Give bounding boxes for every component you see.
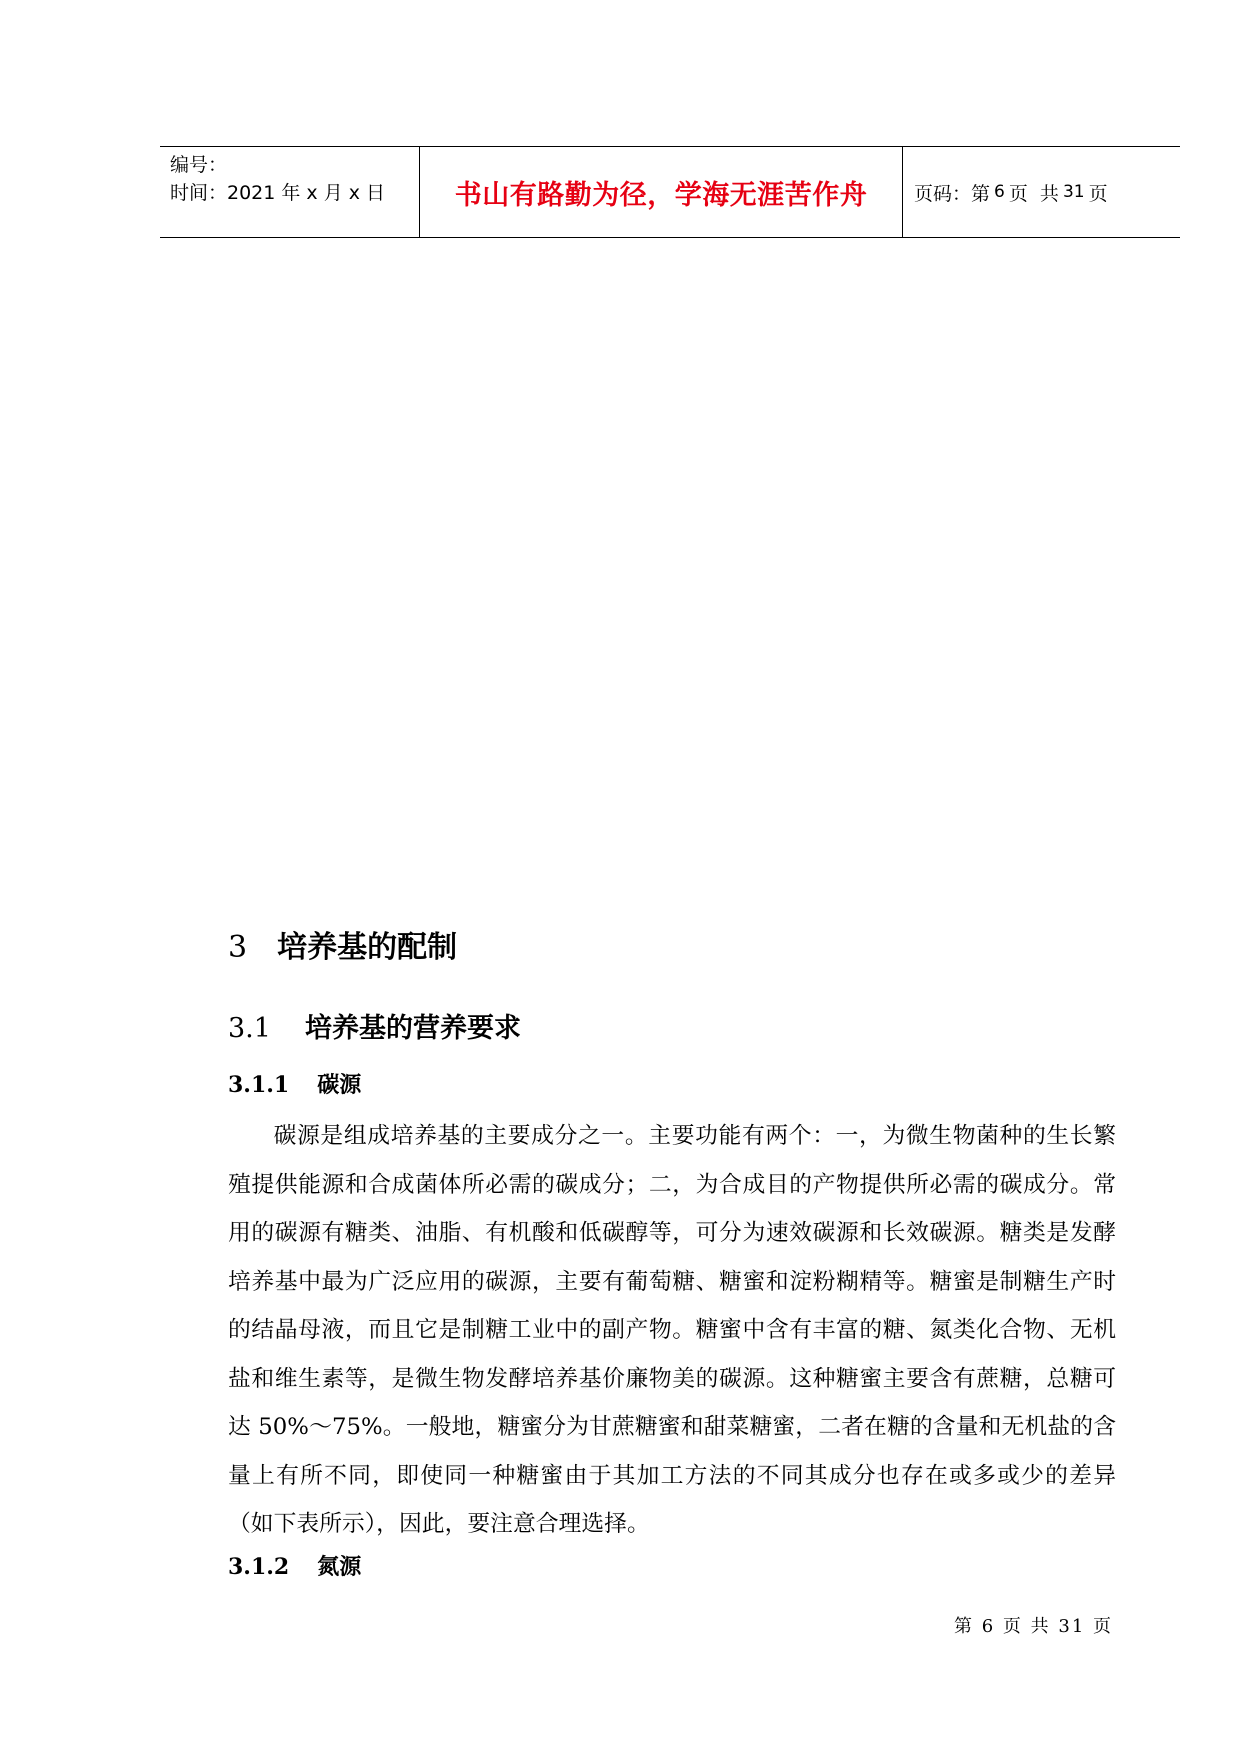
subsection-title: 培养基的营养要求 <box>304 1013 521 1044</box>
page-prefix: 页码：第 <box>914 182 991 205</box>
page-header <box>160 146 1180 238</box>
page-footer: 第 6 页 共 31 页 <box>954 1616 1113 1637</box>
subsubsection-number: 3.1.2 <box>228 1554 290 1580</box>
section-title: 培养基的配制 <box>277 930 458 965</box>
time-label: 时间：2021 年 x 月 x 日 <box>170 182 386 204</box>
section-number: 3 <box>228 930 248 965</box>
subsubsection-title: 氮源 <box>317 1555 362 1580</box>
page-suffix: 页 <box>1088 182 1108 205</box>
page-current: 6 <box>994 182 1005 202</box>
header-divider-right <box>902 147 903 237</box>
subsection-number: 3.1 <box>228 1013 271 1044</box>
subsection-heading <box>228 1006 521 1045</box>
serial-label: 编号： <box>170 154 228 176</box>
page-mid: 页 共 <box>1008 182 1059 205</box>
subsubsection-heading-carbon <box>228 1068 361 1099</box>
subsubsection-number: 3.1.1 <box>228 1072 290 1098</box>
header-meta <box>170 151 385 207</box>
subsubsection-title: 碳源 <box>317 1073 362 1098</box>
page-total: 31 <box>1062 182 1085 202</box>
section-heading <box>228 922 457 966</box>
header-page-info <box>914 147 1108 237</box>
header-motto: 书山有路勤为径，学海无涯苦作舟 <box>454 179 868 211</box>
body-paragraph: 碳源是组成培养基的主要成分之一。主要功能有两个：一，为微生物菌种的生长繁殖提供能源和合成菌体所必需的碳成分；二，为合成目的产物提供所必需的碳成分。常用的碳源有糖类、油脂、有机酸和低碳醇等，可分为速效碳源和长效碳源。糖类是发酵培养基中最为广泛应用的碳源，主要有葡萄糖、糖蜜和淀粉糊精等。糖蜜是制糖生产时的结晶母液，而且它是制糖工业中的副产物。糖蜜中含有丰富的糖、氮类化合物、无机盐和维生素等，是微生物发酵培养基价廉物美的碳源。这种糖蜜主要含有蔗糖，总糖可达 50%～75%。一般地，糖蜜分为甘蔗糖蜜和甜菜糖蜜，二者在糖的含量和无机盐的含量上有所不同，即使同一种糖蜜由于其加工方法的不同其成分也存在或多或少的差异（如下表所示），因此，要注意合理选择。 <box>228 1123 1116 1537</box>
subsubsection-heading-nitrogen <box>228 1550 361 1581</box>
